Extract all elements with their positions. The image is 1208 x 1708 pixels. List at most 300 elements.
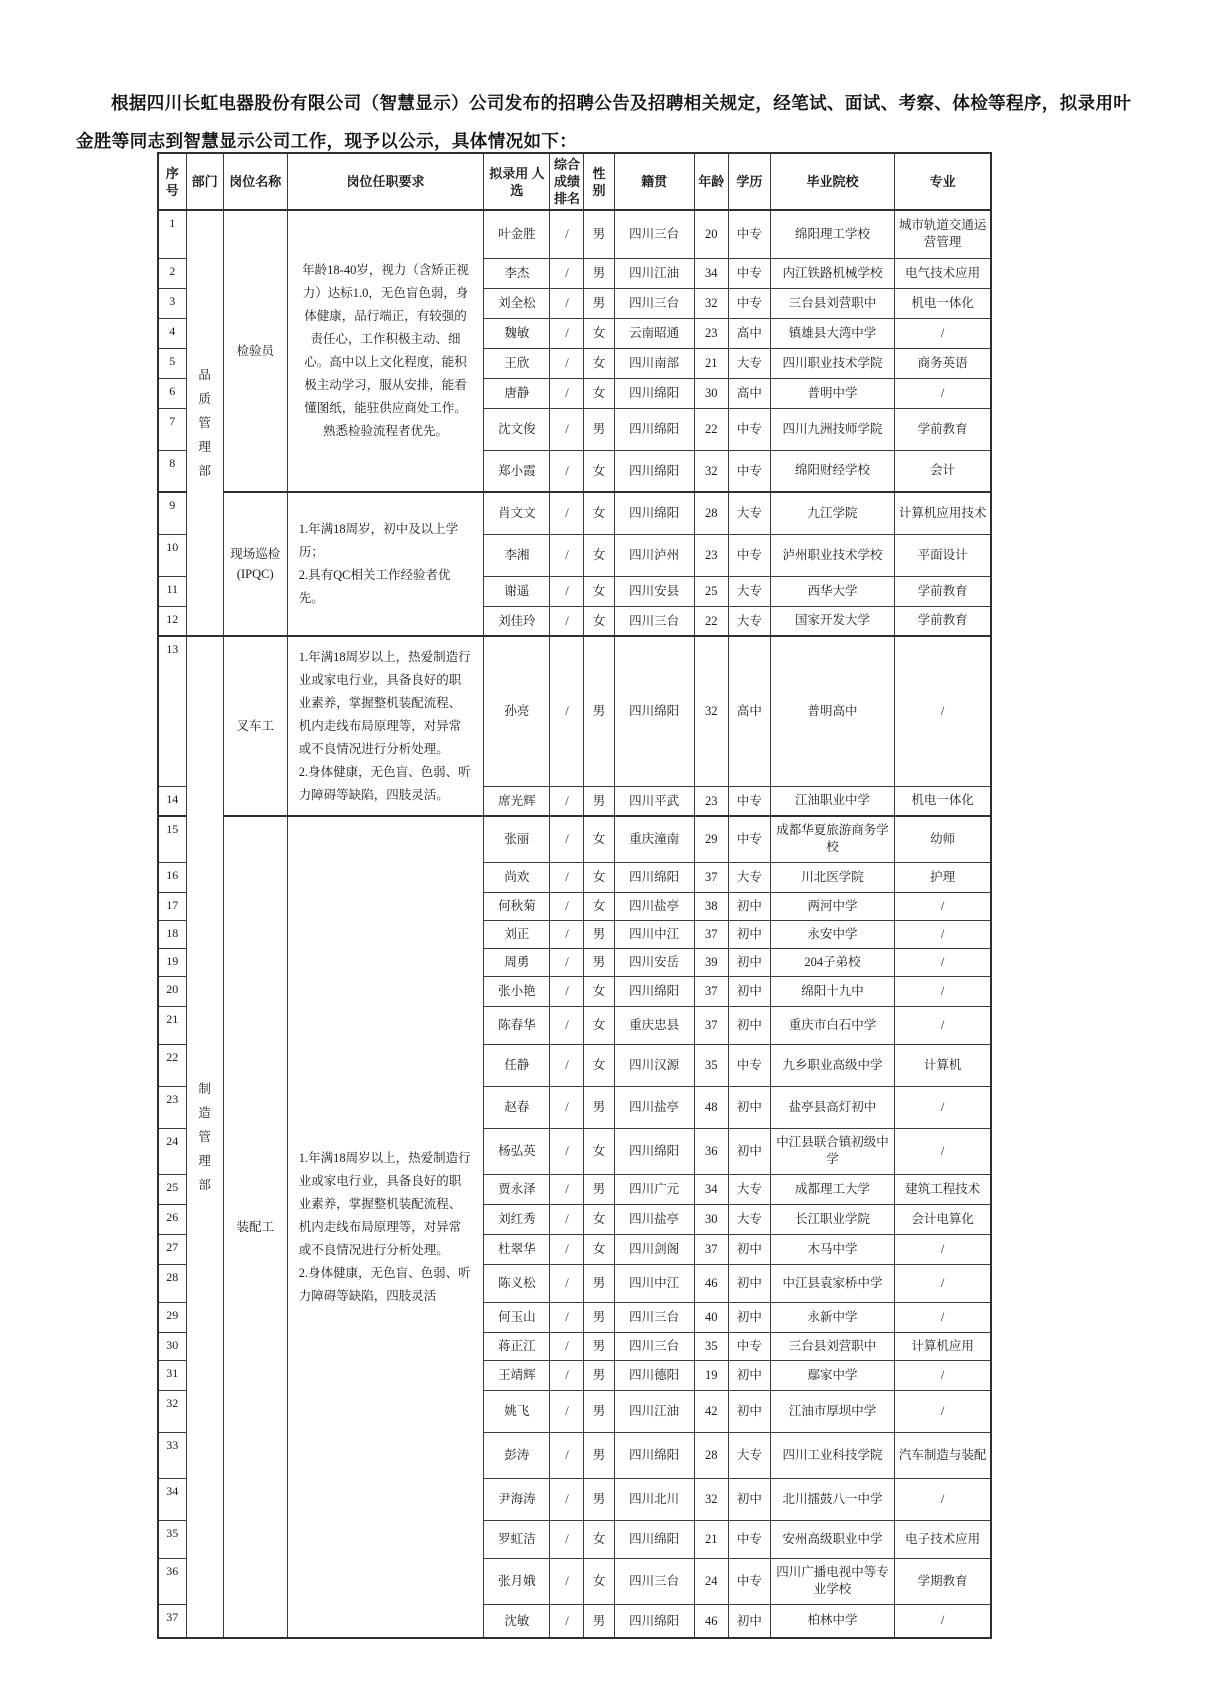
table-row [158, 210, 991, 258]
rank-cell: / [550, 1390, 584, 1432]
age-cell: 32 [694, 636, 728, 786]
serial-cell: 34 [158, 1478, 186, 1520]
education-cell: 中专 [728, 786, 770, 816]
age-cell: 35 [694, 1332, 728, 1360]
major-cell: 幼师 [895, 816, 991, 862]
major-cell: / [895, 1360, 991, 1390]
candidate-name-cell: 刘正 [484, 920, 550, 948]
candidate-name-cell: 刘红秀 [484, 1204, 550, 1234]
candidate-name-cell: 魏敏 [484, 318, 550, 348]
gender-cell: 男 [584, 786, 614, 816]
gender-cell: 女 [584, 1558, 614, 1604]
column-header: 专业 [895, 153, 991, 210]
gender-cell: 女 [584, 534, 614, 576]
school-cell: 重庆市白石中学 [770, 1006, 894, 1044]
age-cell: 32 [694, 288, 728, 318]
candidate-name-cell: 王靖辉 [484, 1360, 550, 1390]
candidate-name-cell: 何秋菊 [484, 892, 550, 920]
serial-cell: 5 [158, 348, 186, 378]
gender-cell: 女 [584, 1520, 614, 1558]
candidate-name-cell: 尹海涛 [484, 1478, 550, 1520]
hometown-cell: 四川三台 [614, 1302, 694, 1332]
school-cell: 普明高中 [770, 636, 894, 786]
major-cell: / [895, 1006, 991, 1044]
school-cell: 北川擂鼓八一中学 [770, 1478, 894, 1520]
table-row [158, 816, 991, 862]
age-cell: 46 [694, 1604, 728, 1638]
major-cell: 平面设计 [895, 534, 991, 576]
major-cell: 建筑工程技术 [895, 1174, 991, 1204]
major-cell: 城市轨道交通运营管理 [895, 210, 991, 258]
rank-cell: / [550, 1264, 584, 1302]
major-cell: 学前教育 [895, 408, 991, 450]
age-cell: 39 [694, 948, 728, 976]
hometown-cell: 四川绵阳 [614, 450, 694, 492]
serial-cell: 37 [158, 1604, 186, 1638]
age-cell: 37 [694, 1234, 728, 1264]
candidate-name-cell: 唐静 [484, 378, 550, 408]
rank-cell: / [550, 1174, 584, 1204]
gender-cell: 男 [584, 1360, 614, 1390]
candidate-name-cell: 贾永泽 [484, 1174, 550, 1204]
gender-cell: 男 [584, 1432, 614, 1478]
rank-cell: / [550, 1044, 584, 1086]
column-header: 年龄 [694, 153, 728, 210]
serial-cell: 35 [158, 1520, 186, 1558]
major-cell: 机电一体化 [895, 288, 991, 318]
major-cell: / [895, 1390, 991, 1432]
rank-cell: / [550, 258, 584, 288]
hometown-cell: 四川三台 [614, 1332, 694, 1360]
education-cell: 初中 [728, 948, 770, 976]
column-header: 岗位名称 [223, 153, 287, 210]
candidate-name-cell: 席光辉 [484, 786, 550, 816]
age-cell: 25 [694, 576, 728, 606]
hometown-cell: 四川盐亭 [614, 1204, 694, 1234]
major-cell: / [895, 892, 991, 920]
candidate-name-cell: 沈文俊 [484, 408, 550, 450]
rank-cell: / [550, 920, 584, 948]
education-cell: 中专 [728, 534, 770, 576]
education-cell: 初中 [728, 1302, 770, 1332]
serial-cell: 14 [158, 786, 186, 816]
gender-cell: 男 [584, 1264, 614, 1302]
age-cell: 37 [694, 976, 728, 1006]
hometown-cell: 重庆潼南 [614, 816, 694, 862]
requirement-line: 1.年满18周岁以上，热爱制造行业或家电行业，具备良好的职业素养，掌握整机装配流程、机内走线布局原理等，对异常或不良情况进行分析处理。 [298, 649, 471, 756]
school-cell: 四川九洲技师学院 [770, 408, 894, 450]
education-cell: 大专 [728, 492, 770, 534]
rank-cell: / [550, 576, 584, 606]
serial-cell: 26 [158, 1204, 186, 1234]
major-cell: / [895, 1604, 991, 1638]
rank-cell: / [550, 816, 584, 862]
department-cell: 品质管理部 [186, 210, 223, 636]
serial-cell: 21 [158, 1006, 186, 1044]
education-cell: 初中 [728, 1360, 770, 1390]
gender-cell: 女 [584, 378, 614, 408]
hometown-cell: 四川绵阳 [614, 492, 694, 534]
major-cell: / [895, 1128, 991, 1174]
hometown-cell: 四川绵阳 [614, 636, 694, 786]
rank-cell: / [550, 450, 584, 492]
position-cell: 装配工 [223, 816, 287, 1638]
requirement-line: 1.年满18周岁以上，热爱制造行业或家电行业，具备良好的职业素养，掌握整机装配流程、机内走线布局原理等，对异常或不良情况进行分析处理。 [298, 1150, 471, 1257]
hometown-cell: 四川安岳 [614, 948, 694, 976]
major-cell: 学前教育 [895, 576, 991, 606]
serial-cell: 7 [158, 408, 186, 450]
candidate-name-cell: 刘全松 [484, 288, 550, 318]
requirement-line: 1.年满18周岁，初中及以上学历； [298, 522, 459, 559]
serial-cell: 30 [158, 1332, 186, 1360]
education-cell: 中专 [728, 1520, 770, 1558]
requirement-cell [287, 816, 483, 1638]
rank-cell: / [550, 1204, 584, 1234]
rank-cell: / [550, 534, 584, 576]
rank-cell: / [550, 1086, 584, 1128]
serial-cell: 13 [158, 636, 186, 786]
column-header: 岗位任职要求 [287, 153, 483, 210]
school-cell: 川北医学院 [770, 862, 894, 892]
column-header: 性别 [584, 153, 614, 210]
gender-cell: 男 [584, 948, 614, 976]
hometown-cell: 重庆忠县 [614, 1006, 694, 1044]
hometown-cell: 四川绵阳 [614, 1432, 694, 1478]
serial-cell: 32 [158, 1390, 186, 1432]
serial-cell: 2 [158, 258, 186, 288]
serial-cell: 23 [158, 1086, 186, 1128]
serial-cell: 8 [158, 450, 186, 492]
education-cell: 中专 [728, 1044, 770, 1086]
rank-cell: / [550, 1604, 584, 1638]
serial-cell: 18 [158, 920, 186, 948]
rank-cell: / [550, 1360, 584, 1390]
education-cell: 初中 [728, 1264, 770, 1302]
gender-cell: 男 [584, 1086, 614, 1128]
school-cell: 成都华夏旅游商务学校 [770, 816, 894, 862]
serial-cell: 4 [158, 318, 186, 348]
age-cell: 46 [694, 1264, 728, 1302]
rank-cell: / [550, 348, 584, 378]
candidate-name-cell: 肖文文 [484, 492, 550, 534]
gender-cell: 男 [584, 1174, 614, 1204]
school-cell: 内江铁路机械学校 [770, 258, 894, 288]
gender-cell: 女 [584, 492, 614, 534]
age-cell: 23 [694, 318, 728, 348]
serial-cell: 15 [158, 816, 186, 862]
school-cell: 江油职业中学 [770, 786, 894, 816]
gender-cell: 男 [584, 636, 614, 786]
gender-cell: 女 [584, 1044, 614, 1086]
candidate-name-cell: 张月娥 [484, 1558, 550, 1604]
hometown-cell: 四川泸州 [614, 534, 694, 576]
candidate-name-cell: 张丽 [484, 816, 550, 862]
rank-cell: / [550, 948, 584, 976]
rank-cell: / [550, 1332, 584, 1360]
school-cell: 中江县联合镇初级中学 [770, 1128, 894, 1174]
school-cell: 江油市厚坝中学 [770, 1390, 894, 1432]
school-cell: 204子弟校 [770, 948, 894, 976]
column-header: 毕业院校 [770, 153, 894, 210]
gender-cell: 女 [584, 1006, 614, 1044]
candidate-name-cell: 彭涛 [484, 1432, 550, 1478]
hometown-cell: 云南昭通 [614, 318, 694, 348]
requirement-line: 2.具有QC相关工作经验者优先。 [298, 568, 451, 605]
requirement-line: 2.身体健康，无色盲、色弱、听力障碍等缺陷，四肢灵活。 [298, 764, 471, 802]
education-cell: 中专 [728, 816, 770, 862]
candidate-name-cell: 任静 [484, 1044, 550, 1086]
position-cell: 叉车工 [223, 636, 287, 816]
age-cell: 20 [694, 210, 728, 258]
school-cell: 绵阳财经学校 [770, 450, 894, 492]
column-header: 序号 [158, 153, 186, 210]
major-cell: / [895, 318, 991, 348]
serial-cell: 10 [158, 534, 186, 576]
education-cell: 中专 [728, 408, 770, 450]
hometown-cell: 四川绵阳 [614, 862, 694, 892]
department-cell: 制造管理部 [186, 636, 223, 1638]
age-cell: 23 [694, 786, 728, 816]
education-cell: 中专 [728, 258, 770, 288]
education-cell: 大专 [728, 606, 770, 636]
age-cell: 34 [694, 258, 728, 288]
education-cell: 中专 [728, 288, 770, 318]
gender-cell: 男 [584, 288, 614, 318]
candidate-name-cell: 陈义松 [484, 1264, 550, 1302]
education-cell: 高中 [728, 318, 770, 348]
education-cell: 中专 [728, 450, 770, 492]
hometown-cell: 四川三台 [614, 606, 694, 636]
rank-cell: / [550, 1432, 584, 1478]
candidate-name-cell: 沈敏 [484, 1604, 550, 1638]
candidate-name-cell: 杨弘英 [484, 1128, 550, 1174]
major-cell: / [895, 1302, 991, 1332]
major-cell: 学前教育 [895, 606, 991, 636]
rank-cell: / [550, 976, 584, 1006]
major-cell: / [895, 1234, 991, 1264]
candidate-name-cell: 郑小霞 [484, 450, 550, 492]
major-cell: 电子技术应用 [895, 1520, 991, 1558]
school-cell: 成都理工大学 [770, 1174, 894, 1204]
serial-cell: 3 [158, 288, 186, 318]
gender-cell: 女 [584, 348, 614, 378]
candidate-name-cell: 李湘 [484, 534, 550, 576]
hometown-cell: 四川绵阳 [614, 1520, 694, 1558]
major-cell: 商务英语 [895, 348, 991, 378]
school-cell: 四川广播电视中等专业学校 [770, 1558, 894, 1604]
hometown-cell: 四川平武 [614, 786, 694, 816]
education-cell: 初中 [728, 1234, 770, 1264]
major-cell: 会计电算化 [895, 1204, 991, 1234]
rank-cell: / [550, 606, 584, 636]
hometown-cell: 四川中江 [614, 920, 694, 948]
school-cell: 九江学院 [770, 492, 894, 534]
intro-paragraph: 根据四川长虹电器股份有限公司（智慧显示）公司发布的招聘公告及招聘相关规定，经笔试、面试、考察、体检等程序，拟录用叶金胜等同志到智慧显示公司工作，现予以公示，具体情况如下： [76, 92, 1132, 151]
candidate-name-cell: 蒋正江 [484, 1332, 550, 1360]
hometown-cell: 四川三台 [614, 210, 694, 258]
age-cell: 22 [694, 606, 728, 636]
rank-cell: / [550, 1006, 584, 1044]
position-cell: 检验员 [223, 210, 287, 492]
age-cell: 36 [694, 1128, 728, 1174]
gender-cell: 女 [584, 816, 614, 862]
education-cell: 初中 [728, 1086, 770, 1128]
education-cell: 大专 [728, 862, 770, 892]
school-cell: 镇雄县大湾中学 [770, 318, 894, 348]
age-cell: 37 [694, 1006, 728, 1044]
candidate-name-cell: 尚欢 [484, 862, 550, 892]
candidate-name-cell: 王欣 [484, 348, 550, 378]
school-cell: 永安中学 [770, 920, 894, 948]
candidate-name-cell: 孙亮 [484, 636, 550, 786]
serial-cell: 19 [158, 948, 186, 976]
education-cell: 大专 [728, 1204, 770, 1234]
school-cell: 三台县刘营职中 [770, 288, 894, 318]
major-cell: 计算机应用技术 [895, 492, 991, 534]
education-cell: 大专 [728, 576, 770, 606]
hometown-cell: 四川江油 [614, 1390, 694, 1432]
gender-cell: 女 [584, 606, 614, 636]
candidate-name-cell: 张小艳 [484, 976, 550, 1006]
serial-cell: 28 [158, 1264, 186, 1302]
education-cell: 初中 [728, 976, 770, 1006]
serial-cell: 1 [158, 210, 186, 258]
age-cell: 35 [694, 1044, 728, 1086]
header-row [158, 153, 991, 210]
serial-cell: 6 [158, 378, 186, 408]
column-header: 部门 [186, 153, 223, 210]
rank-cell: / [550, 318, 584, 348]
gender-cell: 男 [584, 408, 614, 450]
serial-cell: 12 [158, 606, 186, 636]
education-cell: 初中 [728, 892, 770, 920]
candidate-name-cell: 李杰 [484, 258, 550, 288]
major-cell: / [895, 636, 991, 786]
hometown-cell: 四川南部 [614, 348, 694, 378]
column-header: 籍贯 [614, 153, 694, 210]
gender-cell: 男 [584, 920, 614, 948]
major-cell: 计算机应用 [895, 1332, 991, 1360]
age-cell: 22 [694, 408, 728, 450]
candidate-name-cell: 姚飞 [484, 1390, 550, 1432]
age-cell: 24 [694, 1558, 728, 1604]
age-cell: 40 [694, 1302, 728, 1332]
school-cell: 盐亭县高灯初中 [770, 1086, 894, 1128]
education-cell: 中专 [728, 1558, 770, 1604]
gender-cell: 女 [584, 576, 614, 606]
requirement-cell [287, 636, 483, 816]
rank-cell: / [550, 1302, 584, 1332]
gender-cell: 女 [584, 1204, 614, 1234]
age-cell: 32 [694, 1478, 728, 1520]
age-cell: 37 [694, 920, 728, 948]
hometown-cell: 四川汉源 [614, 1044, 694, 1086]
rank-cell: / [550, 1520, 584, 1558]
serial-cell: 16 [158, 862, 186, 892]
rank-cell: / [550, 786, 584, 816]
requirement-line: 2.身体健康，无色盲、色弱、听力障碍等缺陷，四肢灵活 [298, 1265, 471, 1303]
hometown-cell: 四川盐亭 [614, 1086, 694, 1128]
major-cell: 汽车制造与装配 [895, 1432, 991, 1478]
hometown-cell: 四川广元 [614, 1174, 694, 1204]
hometown-cell: 四川绵阳 [614, 1604, 694, 1638]
position-cell: 现场巡检(IPQC) [223, 492, 287, 636]
gender-cell: 女 [584, 1234, 614, 1264]
hometown-cell: 四川盐亭 [614, 892, 694, 920]
age-cell: 38 [694, 892, 728, 920]
serial-cell: 29 [158, 1302, 186, 1332]
education-cell: 中专 [728, 1332, 770, 1360]
school-cell: 三台县刘营职中 [770, 1332, 894, 1360]
recruitment-table [157, 152, 992, 1639]
rank-cell: / [550, 408, 584, 450]
serial-cell: 11 [158, 576, 186, 606]
school-cell: 泸州职业技术学校 [770, 534, 894, 576]
requirement-line: 年龄18-40岁，视力（含矫正视力）达标1.0，无色盲色弱，身体健康，品行端正，有较强的责任心，工作积极主动、细心。高中以上文化程度，能积极主动学习，服从安排，能看懂图纸，能驻供应商处工作。熟悉检验流程者优先。 [302, 263, 469, 438]
candidate-name-cell: 何玉山 [484, 1302, 550, 1332]
major-cell: / [895, 976, 991, 1006]
major-cell: / [895, 1264, 991, 1302]
gender-cell: 男 [584, 258, 614, 288]
rank-cell: / [550, 210, 584, 258]
school-cell: 鄢家中学 [770, 1360, 894, 1390]
serial-cell: 27 [158, 1234, 186, 1264]
major-cell: 机电一体化 [895, 786, 991, 816]
serial-cell: 20 [158, 976, 186, 1006]
gender-cell: 男 [584, 1332, 614, 1360]
column-header: 综合成绩排名 [550, 153, 584, 210]
candidate-name-cell: 谢遥 [484, 576, 550, 606]
candidate-name-cell: 陈春华 [484, 1006, 550, 1044]
gender-cell: 男 [584, 210, 614, 258]
school-cell: 四川职业技术学院 [770, 348, 894, 378]
serial-cell: 36 [158, 1558, 186, 1604]
school-cell: 四川工业科技学院 [770, 1432, 894, 1478]
school-cell: 绵阳理工学校 [770, 210, 894, 258]
rank-cell: / [550, 636, 584, 786]
education-cell: 大专 [728, 1432, 770, 1478]
serial-cell: 25 [158, 1174, 186, 1204]
serial-cell: 33 [158, 1432, 186, 1478]
education-cell: 大专 [728, 1174, 770, 1204]
hometown-cell: 四川德阳 [614, 1360, 694, 1390]
rank-cell: / [550, 288, 584, 318]
rank-cell: / [550, 1128, 584, 1174]
hometown-cell: 四川剑阁 [614, 1234, 694, 1264]
hometown-cell: 四川三台 [614, 1558, 694, 1604]
rank-cell: / [550, 1234, 584, 1264]
major-cell: / [895, 948, 991, 976]
hometown-cell: 四川绵阳 [614, 408, 694, 450]
age-cell: 29 [694, 816, 728, 862]
education-cell: 中专 [728, 210, 770, 258]
table-row [158, 492, 991, 534]
requirement-cell [287, 492, 483, 636]
major-cell: / [895, 1478, 991, 1520]
rank-cell: / [550, 1478, 584, 1520]
school-cell: 两河中学 [770, 892, 894, 920]
major-cell: / [895, 1086, 991, 1128]
age-cell: 37 [694, 862, 728, 892]
age-cell: 28 [694, 492, 728, 534]
major-cell: 电气技术应用 [895, 258, 991, 288]
candidate-name-cell: 罗虹洁 [484, 1520, 550, 1558]
candidate-name-cell: 刘佳玲 [484, 606, 550, 636]
major-cell: 会计 [895, 450, 991, 492]
education-cell: 初中 [728, 1128, 770, 1174]
age-cell: 23 [694, 534, 728, 576]
major-cell: 计算机 [895, 1044, 991, 1086]
